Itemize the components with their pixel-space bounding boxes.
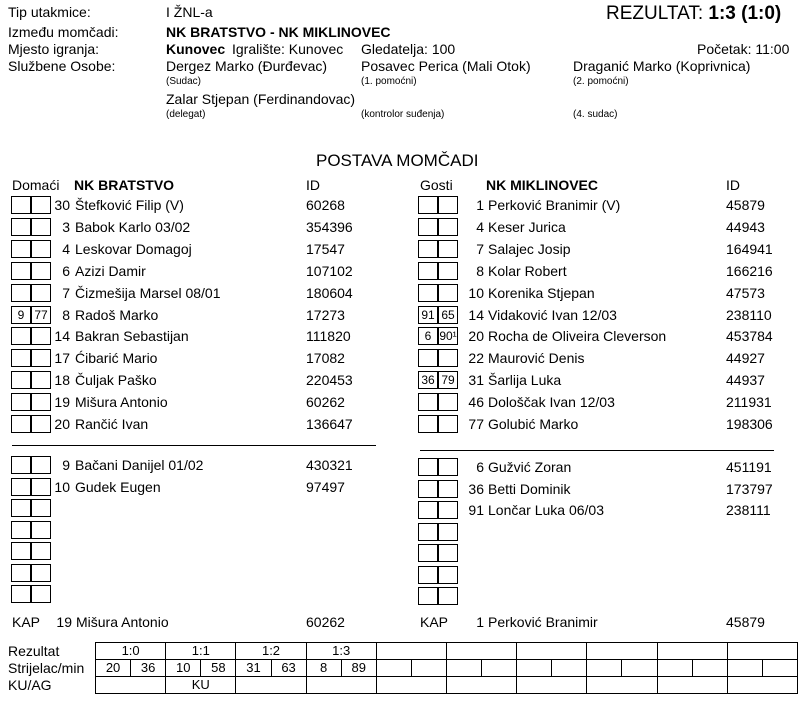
tip-label: Tip utakmice:: [8, 4, 91, 20]
rezultat-block: [606, 3, 781, 25]
marker-box: [418, 218, 438, 236]
scorer-cell: 8: [306, 660, 341, 677]
scorer-cell: 36: [131, 660, 166, 677]
player-number: 46: [468, 394, 484, 411]
marker-box: [418, 458, 438, 476]
marker-box: [418, 262, 438, 280]
marker-box: [11, 564, 31, 582]
home-id-header: ID: [306, 177, 320, 193]
player-name: Gudek Eugen: [75, 478, 161, 495]
player-number: 6: [476, 459, 484, 475]
player-name: Kolar Robert: [488, 262, 567, 279]
player-number: 8: [476, 262, 484, 279]
marker-box: [11, 478, 31, 496]
rezultat-label: REZULTAT:: [606, 3, 704, 24]
player-id: 111820: [306, 328, 351, 345]
player-name: Bakran Sebastijan: [75, 328, 189, 345]
official-name: Dergez Marko (Đurđevac): [166, 58, 328, 74]
rezultat-row-label: Rezultat: [8, 643, 60, 659]
home-team-name: NK BRATSTVO: [74, 177, 175, 193]
player-number: 36: [468, 480, 484, 497]
kuag-cell: [657, 677, 727, 694]
official-name: Draganić Marko (Koprivnica): [573, 58, 751, 74]
marker-box: [438, 196, 458, 214]
sluzbene-label: Službene Osobe:: [8, 58, 116, 74]
marker-box: [31, 585, 51, 603]
official-name: Zalar Stjepan (Ferdinandovac): [166, 91, 356, 107]
marker-box: [11, 327, 31, 345]
player-id: 164941: [726, 240, 773, 257]
player-id: 17082: [306, 350, 345, 367]
away-kap-number: 1: [476, 614, 484, 630]
igraliste: Igralište: Kunovec: [232, 41, 344, 57]
marker-box: [11, 415, 31, 433]
official-role: (Sudac): [166, 76, 202, 87]
scorer-cell: 89: [341, 660, 376, 677]
mjesto-value: Kunovec: [166, 41, 226, 57]
player-name: Azizi Damir: [75, 262, 146, 279]
marker-box: [418, 415, 438, 433]
marker-box: [418, 523, 438, 541]
player-name: Korenika Stjepan: [488, 284, 595, 301]
marker-box: [11, 371, 31, 389]
official-role: (1. pomoćni): [361, 76, 417, 87]
player-name: Rocha de Oliveira Cleverson: [488, 328, 667, 345]
result-cell: 1:3: [306, 643, 376, 660]
marker-box: [418, 393, 438, 411]
player-id: 238110: [726, 306, 772, 323]
marker-box: [438, 284, 458, 302]
marker-box: [11, 393, 31, 411]
marker-box: 77: [31, 306, 51, 324]
result-cell: [657, 643, 727, 660]
player-id: 166216: [726, 262, 773, 279]
marker-box: [418, 240, 438, 258]
postava-title: POSTAVA MOMČADI: [316, 151, 479, 170]
marker-box: [31, 564, 51, 582]
player-number: 20: [54, 416, 70, 432]
player-number: 7: [476, 240, 484, 257]
player-name: Babok Karlo 03/02: [75, 218, 191, 235]
player-name: Perković Branimir (V): [488, 197, 621, 213]
player-name: Bačani Danijel 01/02: [75, 457, 204, 473]
player-id: 44943: [726, 218, 765, 235]
marker-box: [438, 523, 458, 541]
player-number: 14: [54, 328, 70, 345]
result-cell: [517, 643, 587, 660]
player-name: Čuljak Paško: [75, 372, 157, 389]
mjesto-label: Mjesto igranja:: [8, 41, 100, 57]
marker-box: [11, 284, 31, 302]
marker-box: [418, 501, 438, 519]
away-divider: [420, 450, 774, 451]
izmedu-label: Između momčadi:: [8, 24, 119, 40]
player-id: 198306: [726, 416, 773, 432]
gledatelja: Gledatelja: 100: [361, 41, 456, 57]
marker-box: [438, 501, 458, 519]
marker-box: [418, 349, 438, 367]
away-kap-id: 45879: [726, 614, 765, 630]
kuag-cell: [306, 677, 376, 694]
player-id: 220453: [306, 372, 353, 389]
kuag-cell: KU: [166, 677, 236, 694]
player-id: 60262: [306, 394, 345, 411]
kuag-row: [96, 677, 798, 694]
scorer-cell: [762, 660, 797, 677]
player-name: Betti Dominik: [488, 480, 571, 497]
marker-box: [11, 521, 31, 539]
player-id: 180604: [306, 284, 353, 301]
player-name: Maurović Denis: [488, 350, 585, 367]
marker-box: [31, 542, 51, 560]
results-row: [96, 643, 798, 660]
player-id: 211931: [726, 394, 772, 411]
marker-box: [11, 499, 31, 517]
player-id: 60268: [306, 197, 345, 213]
marker-box: 36: [418, 371, 438, 389]
marker-box: [438, 240, 458, 258]
kuag-cell: [517, 677, 587, 694]
player-id: 17547: [306, 240, 345, 257]
player-number: 3: [62, 218, 70, 235]
player-name: Mišura Antonio: [75, 394, 168, 411]
away-kap-label: KAP: [420, 614, 449, 630]
marker-box: 90¹: [439, 329, 457, 344]
marker-box: [11, 456, 31, 474]
player-number: 9: [62, 457, 70, 473]
player-number: 6: [62, 262, 70, 279]
player-id: 238111: [726, 502, 771, 518]
player-number: 31: [468, 372, 484, 389]
player-name: Radoš Marko: [75, 306, 159, 323]
player-name: Leskovar Domagoj: [75, 240, 192, 257]
player-number: 19: [54, 394, 70, 411]
marker-box: [438, 262, 458, 280]
match-title: NK BRATSTVO - NK MIKLINOVEC: [166, 24, 391, 40]
player-name: Dološčak Ivan 12/03: [488, 394, 615, 411]
player-id: 97497: [306, 478, 345, 495]
kuag-cell: [236, 677, 306, 694]
player-number: 20: [468, 328, 484, 345]
rezultat-value: 1:3 (1:0): [708, 3, 782, 24]
pocetak: Početak: 11:00: [697, 41, 790, 57]
marker-box: 79: [438, 371, 458, 389]
kuag-cell: [587, 677, 657, 694]
official-role: (delegat): [166, 109, 206, 120]
marker-box: [11, 262, 31, 280]
marker-box: [418, 587, 438, 605]
scorer-cell: [692, 660, 727, 677]
player-name: Čizmešija Marsel 08/01: [75, 284, 221, 301]
home-kap-name: Mišura Antonio: [76, 614, 169, 630]
player-number: 14: [468, 306, 484, 323]
away-side-label: Gosti: [420, 177, 453, 193]
marker-box: [11, 349, 31, 367]
tip-value: I ŽNL-a: [166, 4, 213, 20]
player-id: 47573: [726, 284, 765, 301]
marker-box: [31, 499, 51, 517]
player-id: 430321: [306, 457, 353, 473]
player-name: Šarlija Luka: [488, 372, 562, 389]
away-id-header: ID: [726, 177, 740, 193]
away-team-name: NK MIKLINOVEC: [486, 177, 598, 193]
player-number: 91: [468, 502, 484, 518]
official-name: Posavec Perica (Mali Otok): [361, 58, 531, 74]
marker-box: 91: [418, 306, 438, 324]
result-cell: [587, 643, 657, 660]
marker-box: [438, 218, 458, 236]
marker-box: [438, 544, 458, 562]
player-name: Štefković Filip (V): [75, 197, 184, 213]
marker-box: [11, 218, 31, 236]
scorer-cell: [727, 660, 762, 677]
marker-box: [438, 415, 458, 433]
marker-box: 9: [11, 306, 31, 324]
player-id: 173797: [726, 480, 773, 497]
player-id: 453784: [726, 328, 773, 345]
official-role: (4. sudac): [573, 109, 618, 120]
home-kap-number: 19: [56, 614, 72, 630]
home-kap-id: 60262: [306, 614, 345, 630]
scorer-cell: 58: [201, 660, 236, 677]
scorer-cell: 10: [166, 660, 201, 677]
official-role: (kontrolor suđenja): [361, 109, 445, 120]
score-grid: [95, 642, 798, 694]
player-number: 4: [62, 240, 70, 257]
result-cell: [376, 643, 446, 660]
player-id: 451191: [726, 459, 772, 475]
marker-box: [11, 585, 31, 603]
marker-box: [11, 240, 31, 258]
marker-box: [11, 196, 31, 214]
scorer-cell: 20: [96, 660, 131, 677]
marker-box: [438, 458, 458, 476]
player-number: 18: [54, 372, 70, 389]
player-name: Keser Jurica: [488, 218, 566, 235]
result-cell: 1:1: [166, 643, 236, 660]
player-number: 30: [54, 197, 70, 213]
player-name: Salajec Josip: [488, 240, 571, 257]
player-name: Golubić Marko: [488, 416, 579, 432]
scorer-cell: [411, 660, 446, 677]
kuag-cell: [96, 677, 166, 694]
player-number: 1: [476, 197, 484, 213]
scorers-row: [96, 660, 798, 677]
player-name: Lončar Luka 06/03: [488, 502, 604, 518]
marker-box: [418, 544, 438, 562]
player-number: 10: [54, 478, 70, 495]
marker-box: [418, 284, 438, 302]
player-number: 22: [468, 350, 484, 367]
player-number: 17: [54, 350, 70, 367]
scorer-cell: 63: [271, 660, 306, 677]
home-kap-label: KAP: [12, 614, 41, 630]
strijelac-row-label: Strijelac/min: [8, 660, 85, 676]
scorer-cell: [482, 660, 517, 677]
result-cell: 1:2: [236, 643, 306, 660]
home-side-label: Domaći: [12, 177, 60, 193]
kuag-cell: [727, 677, 797, 694]
marker-box: [438, 587, 458, 605]
marker-box: [418, 196, 438, 214]
player-name: Vidaković Ivan 12/03: [488, 306, 617, 323]
player-id: 44927: [726, 350, 765, 367]
marker-box: [438, 566, 458, 584]
scorer-cell: 31: [236, 660, 271, 677]
player-name: Rančić Ivan: [75, 416, 149, 432]
away-kap-name: Perković Branimir: [488, 614, 598, 630]
player-id: 45879: [726, 197, 765, 213]
marker-box: [438, 480, 458, 498]
marker-box: [11, 542, 31, 560]
player-number: 77: [468, 416, 484, 432]
marker-box: [418, 480, 438, 498]
scorer-cell: [552, 660, 587, 677]
official-role: (2. pomoćni): [573, 76, 629, 87]
player-number: 8: [62, 306, 70, 323]
kuag-cell: [447, 677, 517, 694]
result-cell: [727, 643, 797, 660]
kuag-cell: [376, 677, 446, 694]
player-id: 136647: [306, 416, 353, 432]
scorer-cell: [587, 660, 622, 677]
home-divider: [12, 445, 376, 446]
player-id: 107102: [306, 262, 353, 279]
player-id: 17273: [306, 306, 345, 323]
scorer-cell: [517, 660, 552, 677]
scorer-cell: [657, 660, 692, 677]
result-cell: [447, 643, 517, 660]
marker-box: [31, 521, 51, 539]
scorer-cell: [447, 660, 482, 677]
marker-box: [418, 566, 438, 584]
player-number: 10: [468, 284, 484, 301]
kuag-row-label: KU/AG: [8, 677, 52, 693]
player-id: 354396: [306, 218, 353, 235]
marker-box: 6: [418, 327, 438, 345]
player-number: 7: [62, 284, 70, 301]
player-name: Gužvić Zoran: [488, 459, 572, 475]
scorer-cell: [376, 660, 411, 677]
scorer-cell: [622, 660, 657, 677]
marker-box: [438, 393, 458, 411]
result-cell: 1:0: [96, 643, 166, 660]
player-id: 44937: [726, 372, 765, 389]
marker-box: 65: [438, 306, 458, 324]
player-name: Ćibarić Mario: [75, 350, 158, 367]
player-number: 4: [476, 218, 484, 235]
marker-box: [438, 349, 458, 367]
